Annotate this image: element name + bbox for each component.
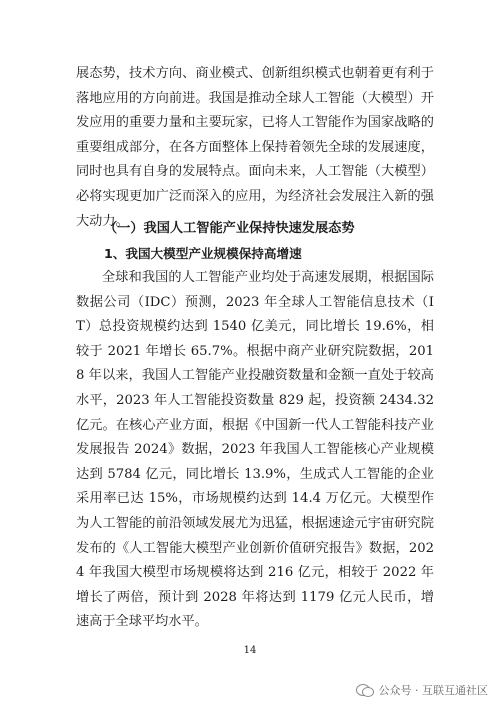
section-heading: （一）我国人工智能产业保持快速发展态势: [104, 221, 355, 236]
wechat-icon: [356, 682, 374, 698]
sub-heading: 1、我国大模型产业规模保持高增速: [104, 246, 302, 261]
watermark-text: 公众号 · 互联互通社区: [378, 684, 488, 697]
page-number: 14: [243, 645, 257, 656]
watermark: [356, 680, 489, 700]
body-paragraph: 全球和我国的人工智能产业均处于高速发展期，根据国际数据公司（IDC）预测，2023 年全球人工智能信息技术（IT）总投资规模约达到 1540 亿美元，同比增长 19.6%，相较于 2021 年增长 65.7%。根据中商产业研究院数据，2018 年以来，我国人工智能产业投融资数量和金额一直处于较高水平，2023 年人工智能投资数量 829 起，投资额 2434.32 亿元。在核心产业方面，根据《中国新一代人工智能科技产业发展报告 2024》数据，2023 年我国人工智能核心产业规模达到 5784 亿元，同比增长 13.9%，生成式人工智能的企业采用率已达 15%，市场规模约达到 14.4 万亿元。大模型作为人工智能的前沿领域发展尤为迅猛，根据速途元宇宙研究院发布的《人工智能大模型产业创新价值研究报告》数据，2024 年我国大模型市场规模将达到 216 亿元，相较于 2022 年增长了两倍，预计到 2028 年将达到 1179 亿元人民币，增速高于全球平均水平。: [76, 270, 434, 630]
intro-paragraph: 展态势，技术方向、商业模式、创新组织模式也朝着更有利于落地应用的方向前进。我国是推动全球人工智能（大模型）开发应用的重要力量和主要玩家，已将人工智能作为国家战略的重要组成部分，在各方面整体上保持着领先全球的发展速度，同时也具有自身的发展特点。面向未来，人工智能（大模型）必将实现更加广泛而深入的应用，为经济社会发展注入新的强大动力。: [76, 66, 434, 229]
